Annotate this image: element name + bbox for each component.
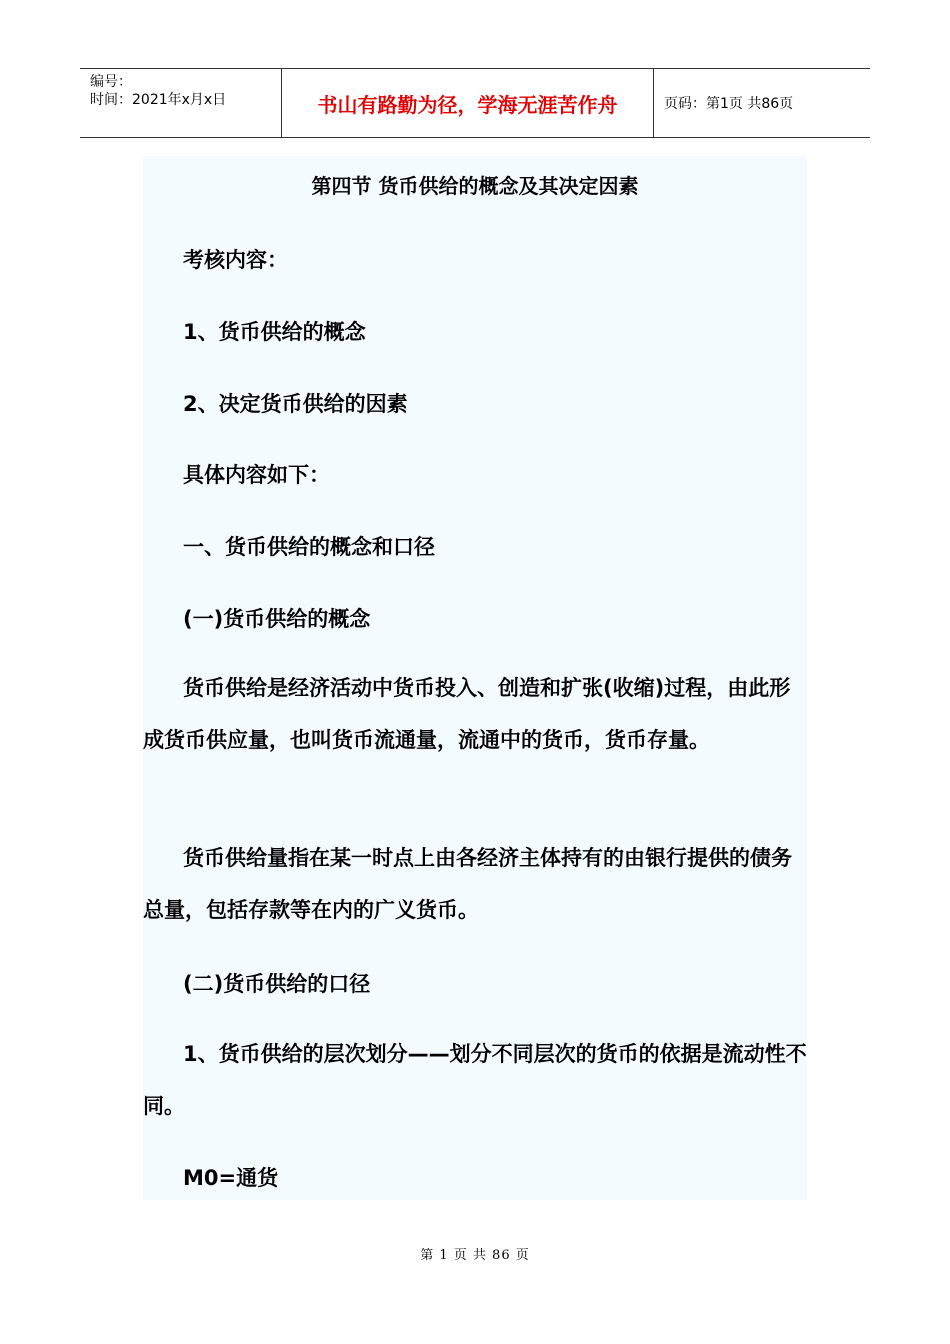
motto: 书山有路勤为径，学海无涯苦作舟 bbox=[317, 92, 618, 117]
document-title: 第四节 货币供给的概念及其决定因素 bbox=[311, 174, 639, 198]
page-footer: 第 1 页 共 86 页 bbox=[420, 1248, 530, 1263]
paragraph-3: 1、货币供给的层次划分——划分不同层次的货币的依据是流动性不同。 bbox=[143, 1042, 807, 1118]
m0-definition: M0=通货 bbox=[183, 1166, 279, 1190]
header-page-info bbox=[654, 69, 870, 137]
header-motto-cell bbox=[282, 69, 654, 137]
exam-heading: 考核内容： bbox=[183, 248, 288, 272]
header-meta bbox=[80, 69, 282, 137]
document-body bbox=[143, 156, 807, 1200]
time-label: 时间：2021年x月x日 bbox=[90, 92, 227, 108]
page-info: 页码：第1页 共86页 bbox=[664, 96, 794, 112]
subsection-heading-2: (二)货币供给的口径 bbox=[183, 972, 371, 996]
subsection-heading-1: (一)货币供给的概念 bbox=[183, 607, 371, 631]
number-label: 编号： bbox=[90, 74, 132, 90]
section-heading-1: 一、货币供给的概念和口径 bbox=[183, 535, 435, 559]
paragraph-1: 货币供给是经济活动中货币投入、创造和扩张(收缩)过程，由此形成货币供应量，也叫货币流通量，流通中的货币，货币存量。 bbox=[143, 676, 791, 752]
page-header bbox=[80, 68, 870, 138]
paragraph-2: 货币供给量指在某一时点上由各经济主体持有的由银行提供的债务总量，包括存款等在内的广义货币。 bbox=[143, 846, 792, 922]
detail-heading: 具体内容如下： bbox=[183, 463, 330, 487]
exam-item-1: 1、货币供给的概念 bbox=[183, 320, 366, 344]
exam-item-2: 2、决定货币供给的因素 bbox=[183, 392, 408, 416]
